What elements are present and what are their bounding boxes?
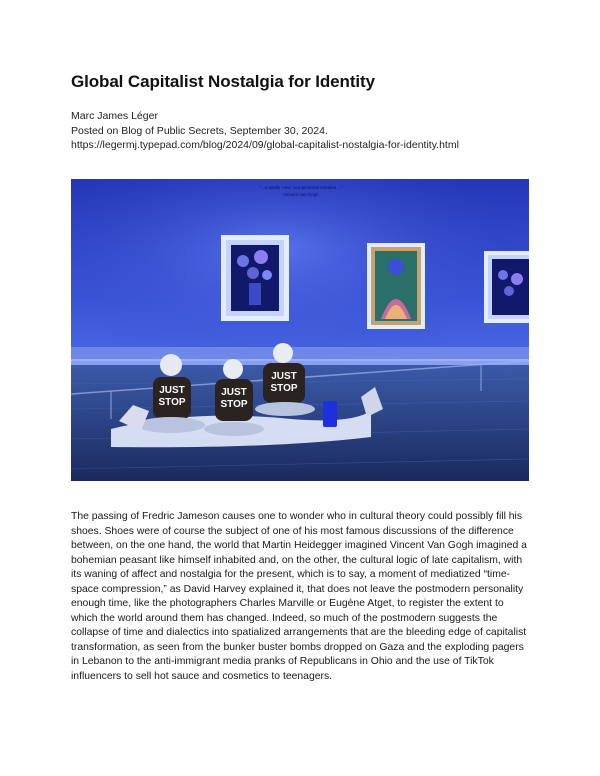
bag-blue [323, 401, 337, 427]
painting-sunflowers-right [484, 251, 529, 323]
shirt-text-left-2: STOP [158, 397, 186, 408]
author-line: Marc James Léger [71, 110, 158, 122]
painting-portrait-center [367, 243, 425, 329]
wall-caption: “...a totally ‘new’ non-personal emotion ...” [259, 185, 343, 190]
painting-sunflowers-left [221, 235, 289, 321]
shirt-text-middle-2: STOP [220, 399, 248, 410]
article-photo [71, 179, 529, 481]
posted-line: Posted on Blog of Public Secrets, September 30, 2024. [71, 124, 328, 137]
wall-caption-sub: Vincent van Gogh [283, 192, 319, 197]
article-body: The passing of Fredric Jameson causes one to wonder who in cultural theory could possibly fill his shoes. Shoes were of course the subject of one of his most famous discussions of the difference between, on the one hand, the world that Martin Heidegger imagined Vincent Van Gogh imagined a bohemian peasant like himself inhabited and, on the other, the cultural logic of late capitalism, with its waning of affect and nostalgia for the present, which is to say, a moment of mediatized “time-space compression,” as David Harvey explained it, that does not leave the postmodern personality enough time, like the photographers Charles Marville or Eugène Atget, to register the extent to which the world around them has changed. Indeed, so much of the postmodern suggests the collapse of time and dialectics into spatialized arrangements that are the bleeding edge of capitalist transformation, as seen from the bunker buster bombs dropped on Gaza and the exploding pagers in Lebanon to the anti-immigrant media pranks of Republicans in Ohio and the use of TikTok influencers to sell hot sauce and cosmetics to teenagers. [71, 511, 527, 682]
gallery-photo-illustration [71, 179, 529, 481]
article-meta [71, 109, 541, 153]
baseboard [71, 347, 529, 361]
article-title: Global Capitalist Nostalgia for Identity [71, 72, 375, 91]
source-url[interactable]: https://legermj.typepad.com/blog/2024/09/global-capitalist-nostalgia-for-identity.html [71, 139, 459, 151]
shirt-text-right-2: STOP [270, 383, 298, 394]
shirt-text-left: JUST [159, 385, 185, 396]
shirt-text-right: JUST [271, 371, 297, 382]
shirt-text-middle: JUST [221, 387, 247, 398]
